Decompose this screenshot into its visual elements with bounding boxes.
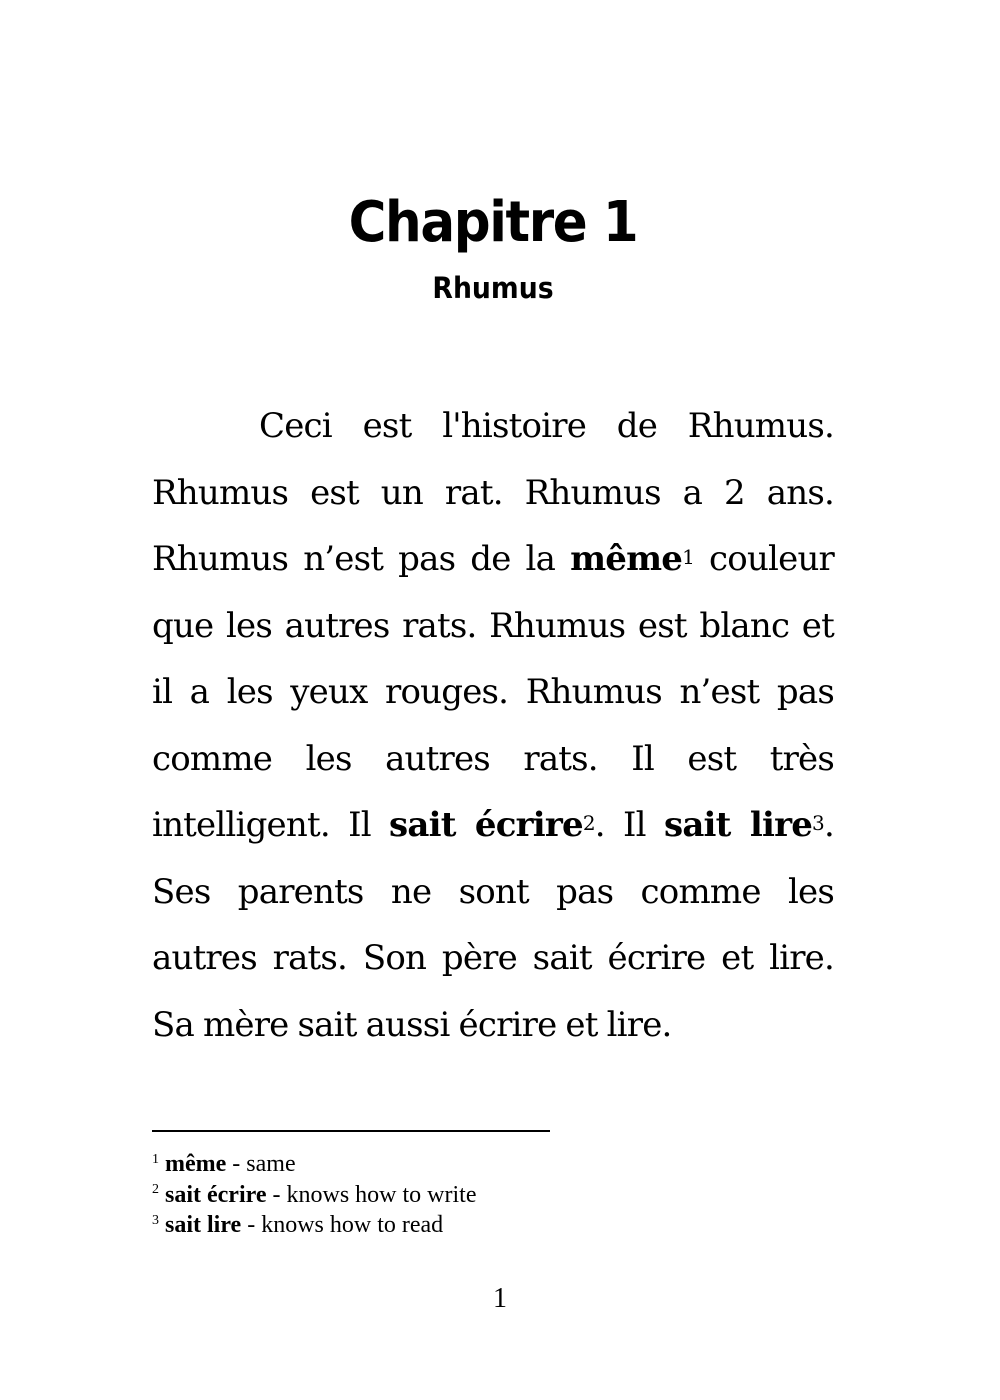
- vocab-term-sait-ecrire: sait écrire: [389, 805, 583, 845]
- footnote-ref-2: 2: [582, 811, 595, 835]
- chapter-subtitle: Rhumus: [432, 271, 554, 305]
- footnote-1: [152, 1149, 752, 1180]
- footnote-definition: - same: [226, 1151, 296, 1177]
- footnote-term: même: [165, 1151, 227, 1177]
- body-text-segment: couleur que les autres rats. Rhumus est blanc et il a les yeux rouges. Rhumus n’est pas comme les autres rats. Il est très intelligent. Il: [152, 539, 834, 845]
- footnote-separator: [152, 1130, 550, 1132]
- body-paragraph: [152, 393, 834, 1058]
- footnote-3: [152, 1210, 752, 1241]
- body-text-segment: . Ses parents ne sont pas comme les autres rats. Son père sait écrire et lire. Sa mère sait aussi écrire et lire.: [152, 805, 834, 1045]
- footnote-number: 2: [152, 1182, 159, 1198]
- footnote-term: sait lire: [165, 1212, 242, 1238]
- footnote-number: 3: [152, 1212, 159, 1228]
- chapter-title: Chapitre 1: [348, 190, 638, 255]
- body-text-segment: Ceci est l'histoire de Rhumus. Rhumus est un rat. Rhumus a 2 ans. Rhumus n’est pas de la: [152, 406, 834, 579]
- body-text-segment: . Il: [594, 805, 664, 845]
- footnotes: [152, 1149, 752, 1241]
- vocab-term-sait-lire: sait lire: [663, 805, 813, 845]
- vocab-term-meme: même: [570, 539, 683, 579]
- footnote-number: 1: [152, 1151, 159, 1167]
- footnote-term: sait écrire: [165, 1181, 267, 1208]
- footnote-ref-3: 3: [812, 811, 824, 835]
- footnote-definition: - knows how to write: [266, 1181, 477, 1208]
- footnote-ref-1: 1: [682, 545, 695, 569]
- footnote-definition: - knows how to read: [241, 1212, 444, 1238]
- page-number: 1: [493, 1283, 507, 1314]
- footnote-2: [152, 1180, 752, 1211]
